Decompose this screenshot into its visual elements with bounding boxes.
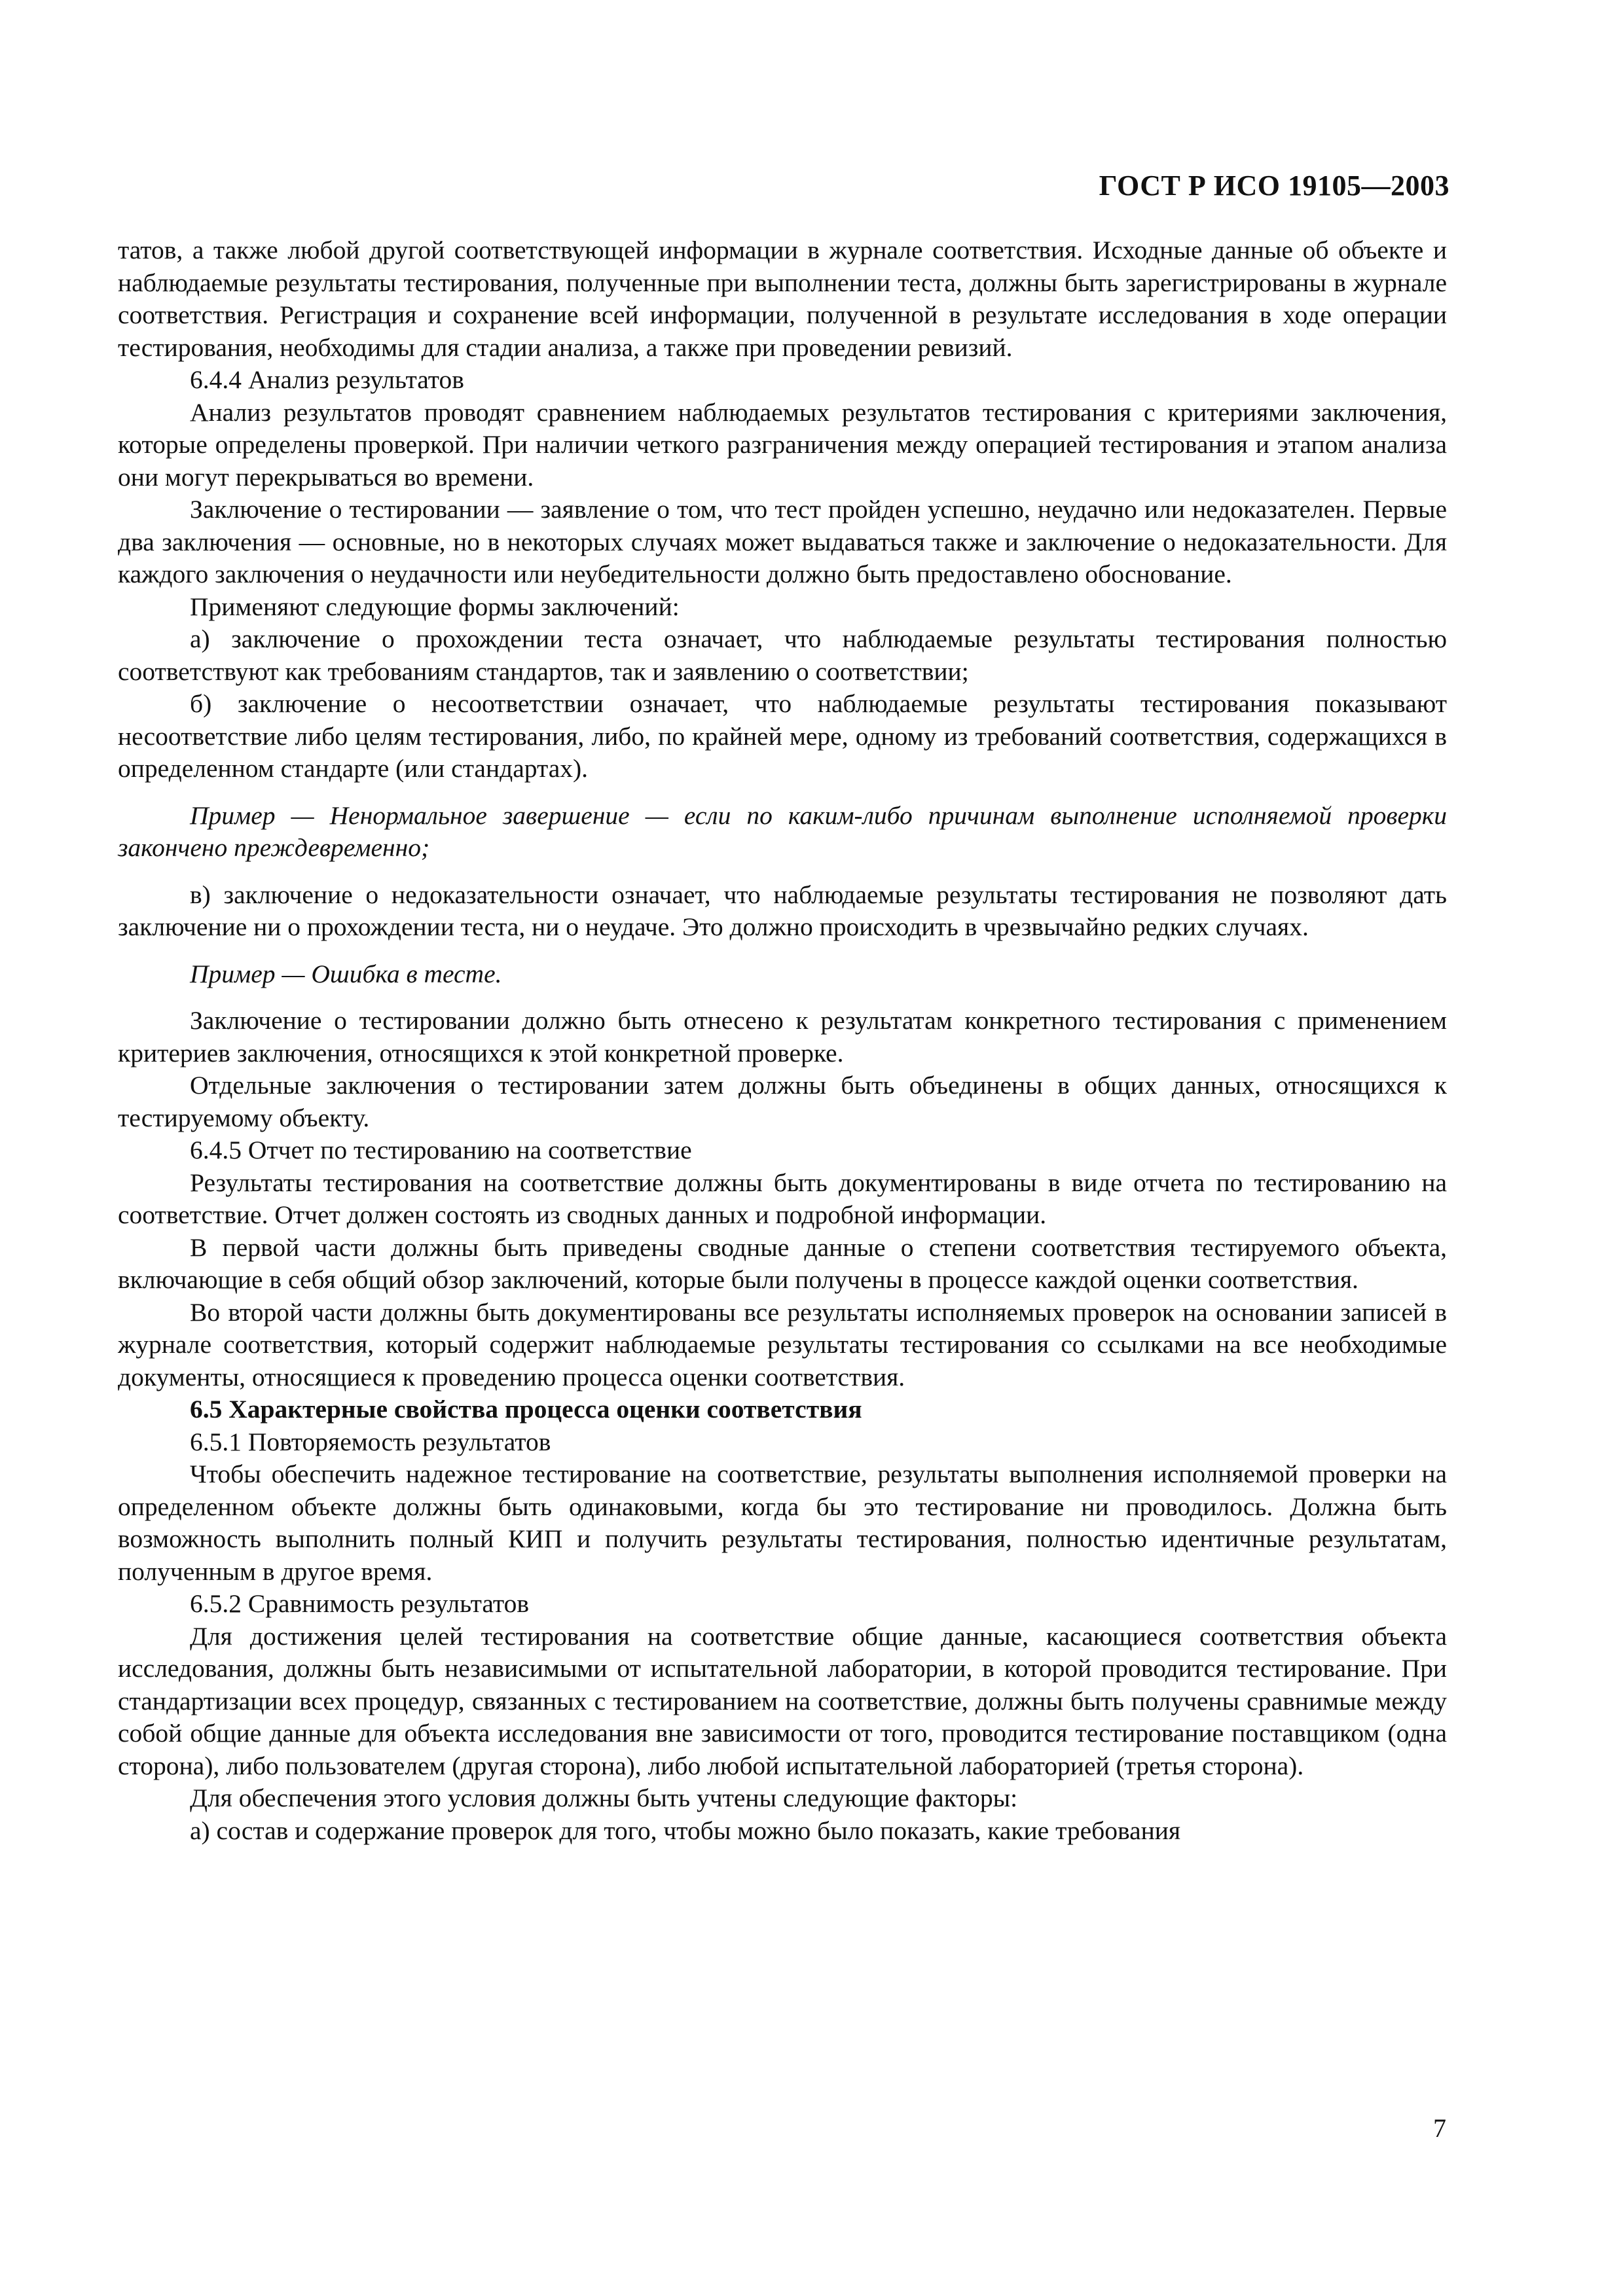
section-heading-6-4-4: 6.4.4 Анализ результатов	[190, 365, 464, 394]
document-header: ГОСТ Р ИСО 19105—2003	[1099, 170, 1450, 202]
paragraph: В первой части должны быть приведены сводные данные о степени соответствия тестируемого объекта, включающие в себя общий обзор заключений, которые были получены в процессе каждой оценки соответствия.	[118, 1232, 1447, 1294]
paragraph-continuation: татов, а также любой другой соответствующей информации в журнале соответствия. Исходные данные об объекте и наблюдаемые результаты тестирования, полученные при выполнении теста, должны быть зарегистрированы в журнале соответствия. Регистрация и сохранение всей информации, полученной в результате исследования в ходе операции тестирования, необходимы для стадии анализа, а также при проведении ревизий.	[118, 236, 1447, 362]
paragraph: Чтобы обеспечить надежное тестирование на соответствие, результаты выполнения исполняемой проверки на определенном объекте должны быть одинаковыми, когда бы это тестирование ни проводилось. Должна быть возможность выполнить полный КИП и получить результаты тестирования, полностью идентичные результатам, полученным в другое время.	[118, 1460, 1447, 1586]
paragraph: Во второй части должны быть документированы все результаты исполняемых проверок на основании записей в журнале соответствия, который содержит наблюдаемые результаты тестирования со ссылками на все необходимые документы, относящиеся к проведению процесса оценки соответствия.	[118, 1297, 1447, 1391]
paragraph: Анализ результатов проводят сравнением наблюдаемых результатов тестирования с критериями заключения, которые определены проверкой. При наличии четкого разграничения между операцией тестирования и этапом анализа они могут перекрываться во времени.	[118, 397, 1447, 492]
list-item-b: б) заключение о несоответствии означает, что наблюдаемые результаты тестирования показывают несоответствие либо целям тестирования, либо, по крайней мере, одному из требований соответствия, содержащихся в определенном стандарте (или стандартах).	[118, 689, 1447, 783]
section-heading-6-5: 6.5 Характерные свойства процесса оценки соответствия	[190, 1395, 862, 1424]
paragraph: Для обеспечения этого условия должны быть учтены следующие факторы:	[190, 1784, 1018, 1812]
paragraph: Результаты тестирования на соответствие должны быть документированы в виде отчета по тестированию на соответствие. Отчет должен состоять из сводных данных и подробной информации.	[118, 1168, 1447, 1229]
paragraph: Для достижения целей тестирования на соответствие общие данные, касающиеся соответствия объекта исследования, должны быть независимыми от испытательной лаборатории, в которой проводится тестирование. При стандартизации всех процедур, связанных с тестированием на соответствие, должны быть получены сравнимые между собой общие данные для объекта исследования вне зависимости от того, проводится тестирование поставщиком (одна сторона), либо пользователем (другая сторона), либо любой испытательной лабораторией (третья сторона).	[118, 1621, 1447, 1780]
paragraph: Применяют следующие формы заключений:	[190, 592, 680, 621]
document-body	[118, 234, 1447, 1847]
paragraph: Заключение о тестировании должно быть отнесено к результатам конкретного тестирования с применением критериев заключения, относящихся к этой конкретной проверке.	[118, 1006, 1447, 1067]
section-heading-6-4-5: 6.4.5 Отчет по тестированию на соответствие	[190, 1136, 692, 1164]
page-number: 7	[1433, 2113, 1446, 2143]
section-heading-6-5-1: 6.5.1 Повторяемость результатов	[190, 1427, 551, 1456]
list-item-a: а) состав и содержание проверок для того, чтобы можно было показать, какие требования	[190, 1816, 1181, 1845]
example-note: Пример — Ненормальное завершение — если по каким-либо причинам выполнение исполняемой проверки закончено преждевременно;	[118, 800, 1447, 862]
example-note: Пример — Ошибка в тесте.	[190, 959, 502, 988]
list-item-a: а) заключение о прохождении теста означает, что наблюдаемые результаты тестирования полностью соответствуют как требованиям стандартов, так и заявлению о соответствии;	[118, 624, 1447, 686]
list-item-v: в) заключение о недоказательности означает, что наблюдаемые результаты тестирования не позволяют дать заключение ни о прохождении теста, ни о неудаче. Это должно происходить в чрезвычайно редких случаях.	[118, 880, 1447, 941]
section-heading-6-5-2: 6.5.2 Сравнимость результатов	[190, 1589, 530, 1618]
paragraph: Отдельные заключения о тестировании затем должны быть объединены в общих данных, относящихся к тестируемому объекту.	[118, 1071, 1447, 1132]
paragraph: Заключение о тестировании — заявление о том, что тест пройден успешно, неудачно или недоказателен. Первые два заключения — основные, но в некоторых случаях может выдаваться также и заключение о недоказательности. Для каждого заключения о неудачности или неубедительности должно быть предоставлено обоснование.	[118, 495, 1447, 588]
